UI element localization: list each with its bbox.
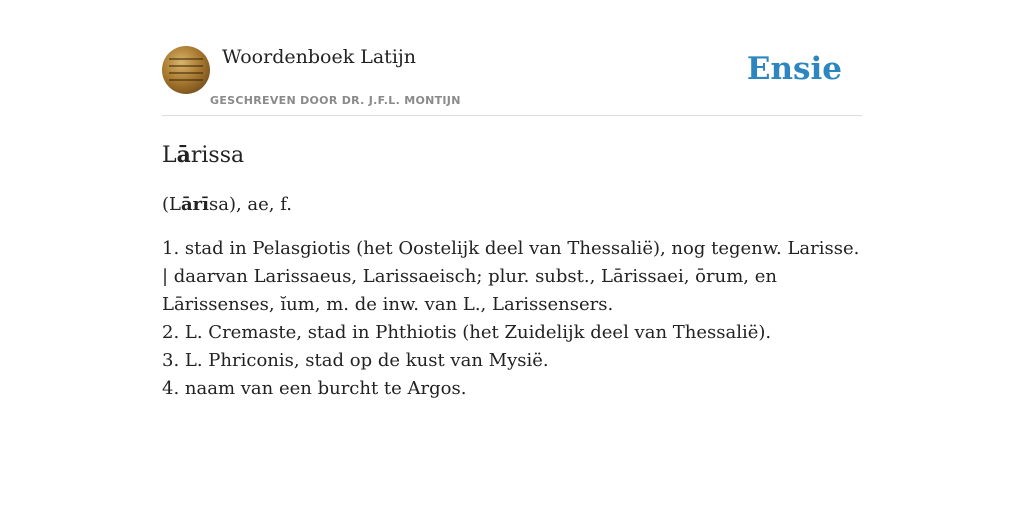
variant-long-vowels: ārī xyxy=(180,194,209,215)
coin-inscription-icon[interactable] xyxy=(162,46,210,94)
headword-part: rissa xyxy=(190,143,245,168)
brand-logo[interactable]: Ensie xyxy=(746,51,842,87)
page xyxy=(162,0,862,403)
dictionary-title[interactable]: Woordenboek Latijn xyxy=(222,46,417,68)
headword-long-vowel: ā xyxy=(176,142,191,168)
sense-item: 1. stad in Pelasgiotis (het Oostelijk deel van Thessalië), nog tegenw. Larisse. | daarvan Larissaeus, Larissaeisch; plur. subst., Lārissaei, ōrum, en Lārissenses, ĭum, m. de inw. van L., Larissensers. xyxy=(162,238,860,315)
variant-part: sa), ae, f. xyxy=(208,194,292,215)
sense-item: 4. naam van een burcht te Argos. xyxy=(162,378,467,399)
author-line: GESCHREVEN DOOR DR. J.F.L. MONTIJN xyxy=(210,94,461,107)
entry-headword xyxy=(162,142,862,168)
variant-part: (L xyxy=(162,194,181,215)
site-header xyxy=(162,0,862,116)
entry-grammar xyxy=(162,194,862,215)
sense-item: 3. L. Phriconis, stad op de kust van Mysië. xyxy=(162,350,549,371)
headword-part: L xyxy=(162,143,177,168)
sense-item: 2. L. Cremaste, stad in Phthiotis (het Zuidelijk deel van Thessalië). xyxy=(162,322,772,343)
entry-senses xyxy=(162,235,862,403)
